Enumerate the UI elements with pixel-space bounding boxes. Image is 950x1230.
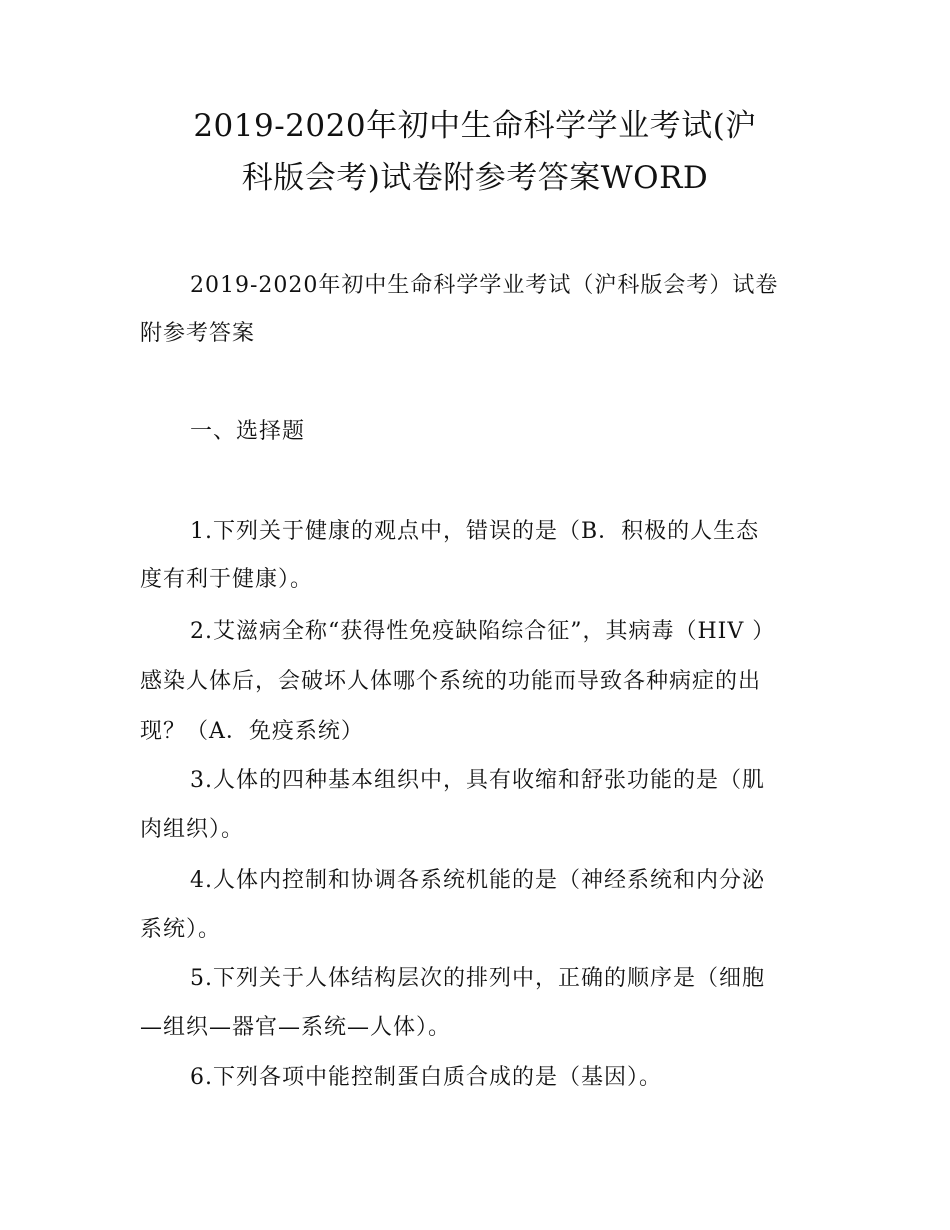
- question-4-line-2: 系统）。: [140, 917, 222, 942]
- document-title-line-1: 2019-2020年初中生命科学学业考试(沪: [193, 108, 757, 144]
- question-2-line-3: 现？（A．免疫系统）: [140, 719, 364, 744]
- question-3-line-1: 3.人体的四种基本组织中，具有收缩和舒张功能的是（肌: [190, 768, 765, 793]
- question-6-line-1: 6.下列各项中能控制蛋白质合成的是（基因）。: [190, 1065, 662, 1090]
- question-2-line-1: 2.艾滋病全称“获得性免疫缺陷综合征”，其病毒（HIV ）: [190, 619, 776, 644]
- subtitle-line-1: 2019-2020年初中生命科学学业考试（沪科版会考）试卷: [190, 273, 779, 298]
- question-3-line-2: 肉组织）。: [140, 817, 245, 842]
- question-2-line-2: 感染人体后，会破坏人体哪个系统的功能而导致各种病症的出: [140, 669, 762, 694]
- question-1-line-1: 1.下列关于健康的观点中，错误的是（B．积极的人生态: [190, 519, 760, 544]
- question-5-line-1: 5.下列关于人体结构层次的排列中，正确的顺序是（细胞: [190, 966, 765, 991]
- section-heading: 一、选择题: [190, 419, 306, 444]
- subtitle-line-2: 附参考答案: [140, 321, 256, 346]
- question-4-line-1: 4.人体内控制和协调各系统机能的是（神经系统和内分泌: [190, 868, 765, 893]
- document-title-line-2: 科版会考)试卷附参考答案WORD: [241, 160, 709, 196]
- question-5-line-2: —组织—器官—系统—人体）。: [140, 1015, 452, 1040]
- question-1-line-2: 度有利于健康）。: [140, 567, 314, 592]
